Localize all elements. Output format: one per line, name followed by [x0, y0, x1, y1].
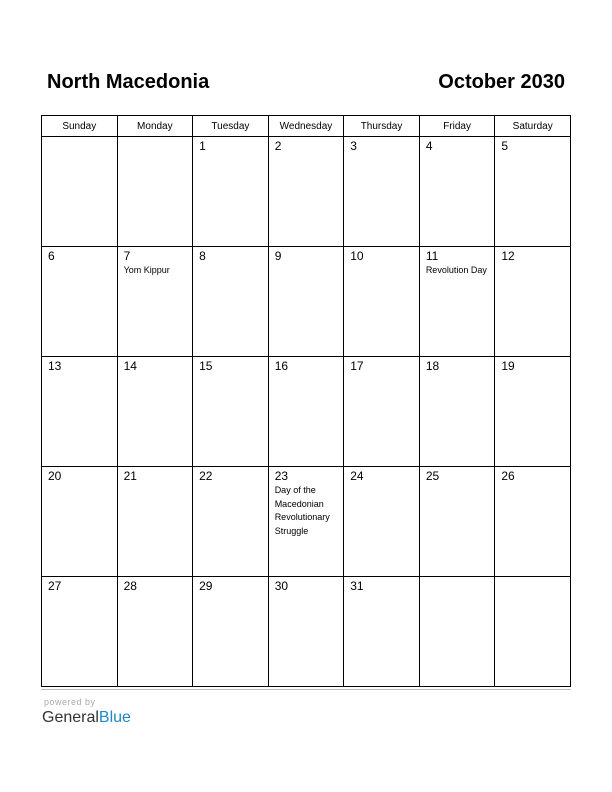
day-number: 29: [199, 579, 213, 593]
day-cell: [42, 247, 118, 357]
week-row: [42, 137, 571, 247]
day-number: 18: [425, 359, 440, 373]
day-cell: [419, 467, 495, 577]
day-number: 2: [274, 139, 282, 153]
day-number: 4: [425, 139, 433, 153]
day-cell: [419, 357, 495, 467]
generalblue-logo[interactable]: [42, 709, 131, 727]
day-cell: [419, 577, 495, 687]
day-cell: [495, 577, 571, 687]
weekday-header-row: [42, 116, 571, 137]
day-number: 17: [350, 359, 364, 373]
week-row: [42, 577, 571, 687]
day-cell: [193, 247, 269, 357]
weekday-wednesday: Wednesday: [268, 116, 344, 137]
weekday-tuesday: Tuesday: [193, 116, 269, 137]
brand-blue-text: Blue: [98, 709, 131, 726]
day-cell: [495, 137, 571, 247]
brand-general-text: General: [42, 709, 99, 726]
day-number: 11: [425, 249, 439, 263]
powered-by-text: powered by: [44, 697, 96, 707]
day-cell: [193, 137, 269, 247]
day-cell: [344, 247, 420, 357]
day-cell: [117, 467, 193, 577]
day-number: 3: [350, 139, 357, 153]
day-cell: [268, 247, 344, 357]
weekday-friday: Friday: [419, 116, 495, 137]
week-row: [42, 357, 571, 467]
day-number: 15: [199, 359, 213, 373]
calendar-month-title: October 2030: [438, 71, 565, 93]
calendar-country-title: North Macedonia: [47, 71, 210, 93]
day-number: 1: [199, 139, 206, 153]
day-cell: [495, 357, 571, 467]
day-cell: [268, 577, 344, 687]
day-cell: [193, 357, 269, 467]
day-cell: [268, 137, 344, 247]
day-cell: [268, 357, 344, 467]
day-number: 9: [274, 249, 282, 263]
weekday-saturday: Saturday: [495, 116, 571, 137]
day-number: 19: [501, 359, 515, 373]
day-cell: [344, 137, 420, 247]
day-number: 30: [274, 579, 289, 593]
footer-divider: [41, 689, 571, 690]
day-number: 25: [425, 469, 440, 483]
day-cell: [344, 577, 420, 687]
day-number: 12: [501, 249, 515, 263]
day-cell: [495, 247, 571, 357]
week-row: [42, 467, 571, 577]
day-cell: [42, 137, 118, 247]
day-cell: [344, 357, 420, 467]
day-number: 14: [123, 359, 137, 373]
day-number: 13: [48, 359, 62, 373]
day-cell: [268, 467, 344, 577]
day-number: 28: [123, 579, 137, 593]
day-cell: [117, 137, 193, 247]
day-cell: [193, 467, 269, 577]
holiday-label: Yom Kippur: [123, 265, 170, 275]
day-cell: [419, 247, 495, 357]
day-number: 5: [501, 139, 509, 153]
day-cell: [117, 577, 193, 687]
day-number: 22: [199, 469, 213, 483]
day-number: 31: [350, 579, 364, 593]
day-cell: [117, 247, 193, 357]
calendar-grid: [41, 115, 571, 687]
day-cell: [495, 467, 571, 577]
holiday-label: Day of the Macedonian Revolutionary Struggle: [274, 485, 330, 536]
day-cell: [42, 577, 118, 687]
day-number: 21: [123, 469, 137, 483]
day-cell: [42, 467, 118, 577]
day-number: 6: [48, 249, 55, 263]
day-number: 26: [501, 469, 515, 483]
weekday-monday: Monday: [117, 116, 193, 137]
day-cell: [117, 357, 193, 467]
day-cell: [344, 467, 420, 577]
holiday-label: Revolution Day: [425, 265, 487, 275]
day-cell: [193, 577, 269, 687]
day-number: 16: [274, 359, 289, 373]
week-row: [42, 247, 571, 357]
day-cell: [419, 137, 495, 247]
day-number: 8: [199, 249, 206, 263]
weekday-thursday: Thursday: [344, 116, 420, 137]
day-cell: [42, 357, 118, 467]
day-number: 27: [48, 579, 62, 593]
day-number: 20: [48, 469, 62, 483]
day-number: 10: [350, 249, 364, 263]
day-number: 24: [350, 469, 364, 483]
day-number: 23: [274, 469, 289, 483]
weekday-sunday: Sunday: [42, 116, 118, 137]
day-number: 7: [123, 249, 131, 263]
